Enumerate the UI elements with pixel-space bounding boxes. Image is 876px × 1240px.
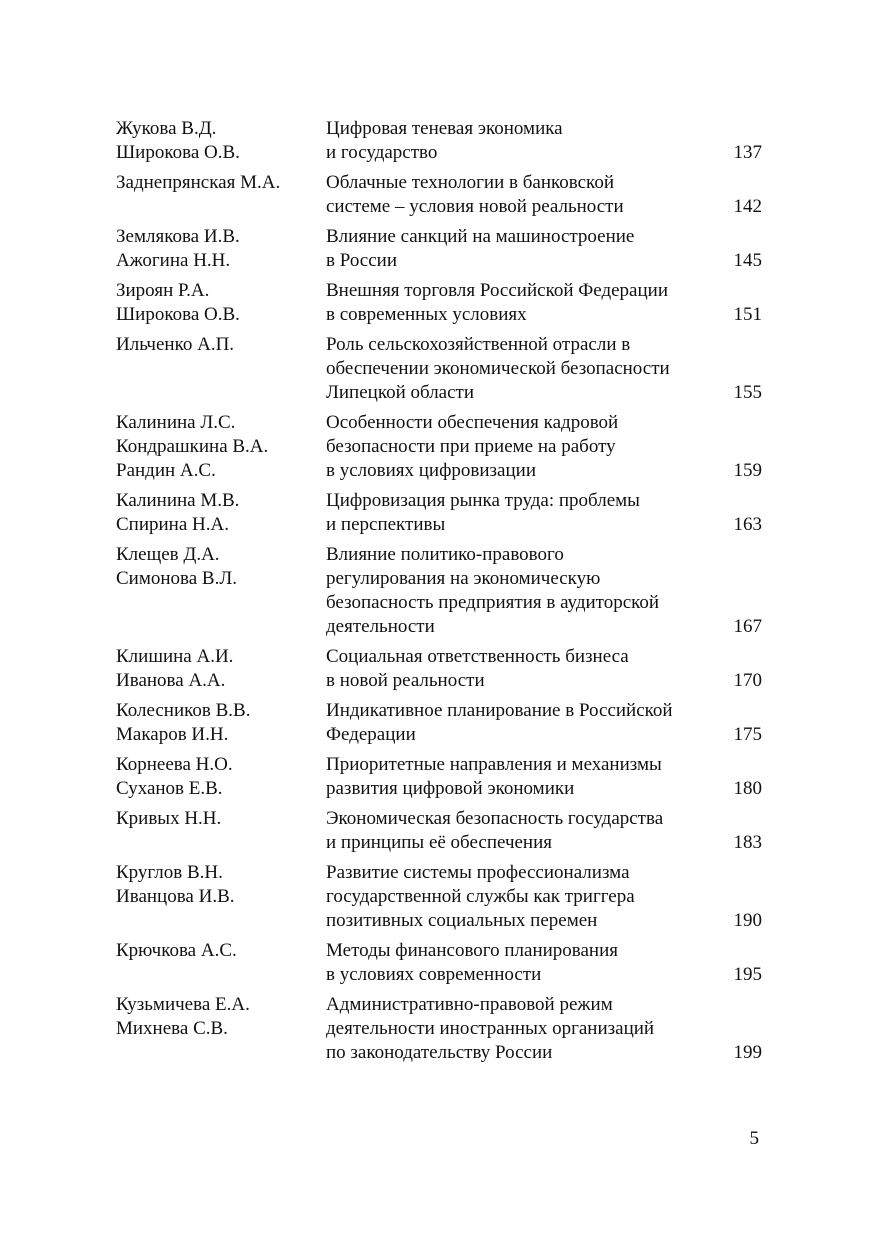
author-name: Землякова И.В. [116,226,240,247]
author-name: Клишина А.И. [116,646,234,667]
entry-authors [116,333,326,405]
author-name: Ильченко А.П. [116,334,235,355]
toc-entry [116,543,762,639]
entry-page-number: 167 [733,616,762,637]
toc-entry [116,411,762,483]
entry-page-number: 195 [733,964,762,985]
title-line: Индикативное планирование в Российской [326,700,673,721]
toc-entry [116,279,762,327]
toc-entry [116,993,762,1065]
title-line: Липецкой области [326,382,475,403]
title-line: Влияние политико-правового [326,544,564,565]
toc-entry [116,489,762,537]
author-name: Колесников В.В. [116,700,251,721]
page-number: 5 [749,1128,759,1149]
entry-title [326,279,714,327]
toc-entry [116,939,762,987]
toc-entry [116,645,762,693]
title-line: деятельности иностранных организаций [326,1018,655,1039]
entry-title [326,411,714,483]
author-name: Суханов Е.В. [116,778,223,799]
author-name: Кондрашкина В.А. [116,436,269,457]
title-line: Особенности обеспечения кадровой [326,412,619,433]
toc-entry [116,333,762,405]
author-name: Круглов В.Н. [116,862,223,883]
title-line: Административно-правовой режим [326,994,613,1015]
entry-title [326,489,714,537]
toc-entry [116,753,762,801]
author-name: Иванцова И.В. [116,886,235,907]
entry-title [326,807,714,855]
title-line: позитивных социальных перемен [326,910,598,931]
entry-title [326,645,714,693]
title-line: в условиях современности [326,964,542,985]
title-line: Федерации [326,724,416,745]
toc-entry [116,171,762,219]
entry-authors [116,489,326,537]
author-name: Клещев Д.А. [116,544,220,565]
toc-entry [116,807,762,855]
entry-authors [116,411,326,483]
title-line: развития цифровой экономики [326,778,575,799]
title-line: безопасность предприятия в аудиторской [326,592,660,613]
entry-authors [116,861,326,933]
entry-page-number: 137 [733,142,762,163]
title-line: Цифровая теневая экономика [326,118,563,139]
entry-authors [116,993,326,1065]
title-line: регулирования на экономическую [326,568,601,589]
title-line: и перспективы [326,514,446,535]
title-line: в условиях цифровизации [326,460,536,481]
entry-authors [116,645,326,693]
title-line: Развитие системы профессионализма [326,862,630,883]
entry-title [326,171,714,219]
author-name: Заднепрянская М.А. [116,172,281,193]
author-name: Широкова О.В. [116,304,240,325]
entry-page-number: 151 [733,304,762,325]
toc-entry [116,699,762,747]
toc-entry [116,861,762,933]
entry-page-number: 170 [733,670,762,691]
toc-entry [116,117,762,165]
entry-title [326,699,714,747]
title-line: Облачные технологии в банковской [326,172,614,193]
author-name: Ажогина Н.Н. [116,250,231,271]
author-name: Макаров И.Н. [116,724,229,745]
title-line: Роль сельскохозяйственной отрасли в [326,334,631,355]
author-name: Калинина М.В. [116,490,240,511]
entry-title [326,543,714,639]
title-line: Методы финансового планирования [326,940,619,961]
title-line: Цифровизация рынка труда: проблемы [326,490,640,511]
entry-page-number: 190 [733,910,762,931]
author-name: Рандин А.С. [116,460,216,481]
entry-title [326,753,714,801]
entry-page-number: 155 [733,382,762,403]
entry-title [326,333,714,405]
table-of-contents [116,117,762,1071]
author-name: Симонова В.Л. [116,568,237,589]
author-name: Кузьмичева Е.А. [116,994,250,1015]
entry-authors [116,753,326,801]
entry-page-number: 163 [733,514,762,535]
entry-authors [116,939,326,987]
entry-page-number: 199 [733,1042,762,1063]
entry-title [326,861,714,933]
entry-title [326,993,714,1065]
entry-page-number: 180 [733,778,762,799]
entry-authors [116,543,326,639]
title-line: в современных условиях [326,304,527,325]
title-line: Социальная ответственность бизнеса [326,646,629,667]
title-line: деятельности [326,616,435,637]
title-line: и государство [326,142,438,163]
author-name: Михнева С.В. [116,1018,228,1039]
title-line: Приоритетные направления и механизмы [326,754,662,775]
title-line: обеспечении экономической безопасности [326,358,670,379]
entry-authors [116,279,326,327]
entry-title [326,225,714,273]
entry-title [326,117,714,165]
entry-page-number: 183 [733,832,762,853]
entry-authors [116,225,326,273]
title-line: в новой реальности [326,670,485,691]
entry-authors [116,699,326,747]
author-name: Кривых Н.Н. [116,808,222,829]
entry-title [326,939,714,987]
author-name: Калинина Л.С. [116,412,236,433]
title-line: и принципы её обеспечения [326,832,553,853]
title-line: Внешняя торговля Российской Федерации [326,280,668,301]
author-name: Крючкова А.С. [116,940,237,961]
author-name: Корнеева Н.О. [116,754,233,775]
entry-page-number: 142 [733,196,762,217]
author-name: Спирина Н.А. [116,514,229,535]
entry-page-number: 159 [733,460,762,481]
entry-authors [116,171,326,219]
author-name: Иванова А.А. [116,670,226,691]
title-line: безопасности при приеме на работу [326,436,616,457]
title-line: Экономическая безопасность государства [326,808,664,829]
entry-authors [116,807,326,855]
title-line: Влияние санкций на машиностроение [326,226,635,247]
title-line: по законодательству России [326,1042,553,1063]
author-name: Зироян Р.А. [116,280,210,301]
title-line: государственной службы как триггера [326,886,635,907]
author-name: Жукова В.Д. [116,118,217,139]
toc-entry [116,225,762,273]
title-line: системе – условия новой реальности [326,196,624,217]
entry-authors [116,117,326,165]
title-line: в России [326,250,397,271]
author-name: Широкова О.В. [116,142,240,163]
entry-page-number: 145 [733,250,762,271]
entry-page-number: 175 [733,724,762,745]
